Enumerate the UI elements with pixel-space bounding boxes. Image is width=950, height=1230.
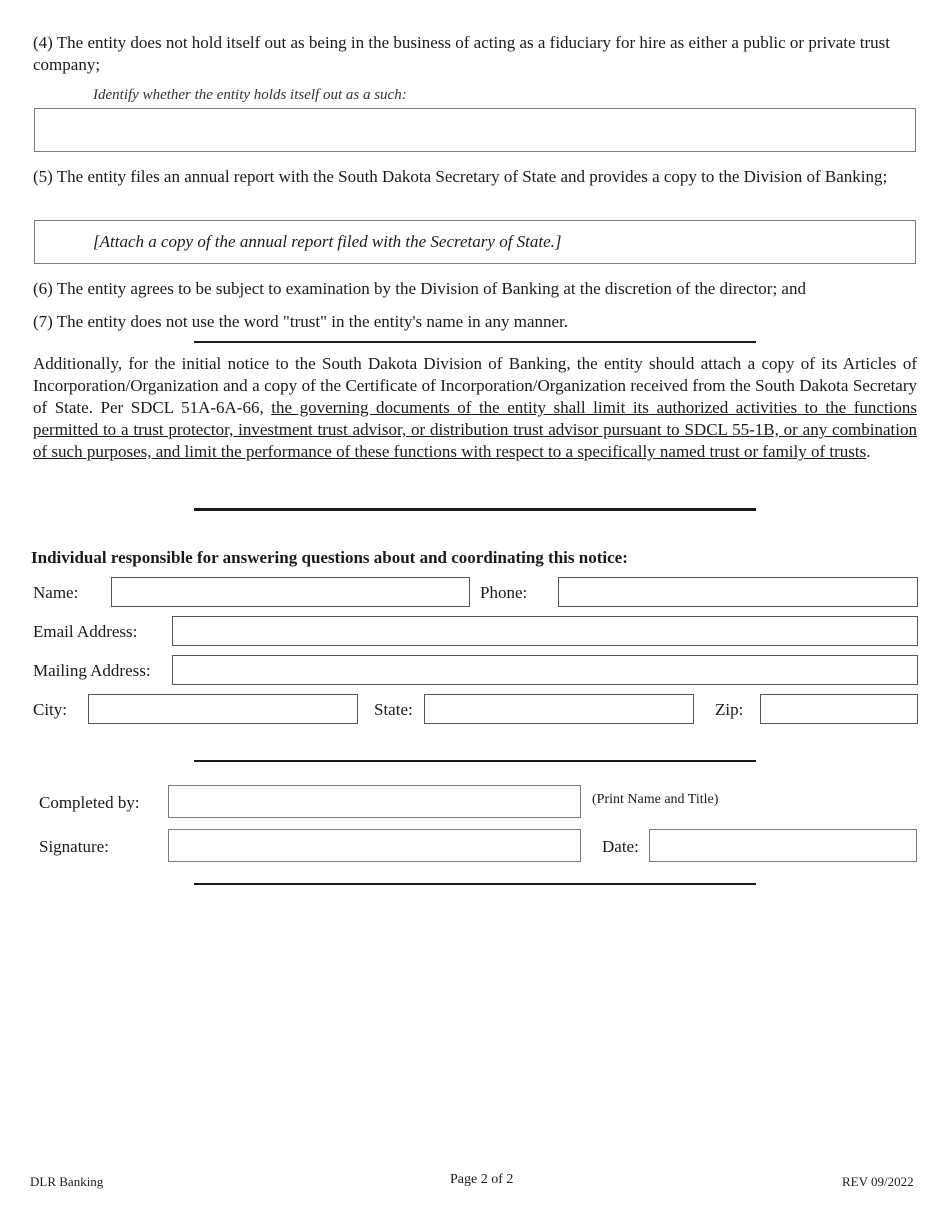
- completed-by-label: Completed by:: [39, 793, 140, 812]
- zip-field-box[interactable]: [760, 694, 918, 724]
- section-divider-2: [194, 508, 756, 511]
- email-field[interactable]: [173, 617, 917, 645]
- footer-revision: REV 09/2022: [842, 1174, 914, 1189]
- criterion-4-input-box[interactable]: [34, 108, 916, 152]
- city-label: City:: [33, 700, 68, 719]
- phone-field-box[interactable]: [558, 577, 918, 607]
- name-field[interactable]: [112, 578, 469, 606]
- criterion-6-text: (6) The entity agrees to be subject to examination by the Division of Banking at the discretion of the director; and: [33, 279, 806, 298]
- name-field-box[interactable]: [111, 577, 470, 607]
- additional-intro-text: Additionally, for the initial notice to the South Dakota Division of Banking, the entity should attach a copy of its Articles of Incorporation/Organization and a copy of the Certificate of Incorporation/Organization received from the South Dakota Secretary of State. Per SDCL 51A-6A-66,: [33, 354, 917, 417]
- signature-label: Signature:: [39, 837, 109, 856]
- city-field-box[interactable]: [88, 694, 358, 724]
- mailing-address-field-box[interactable]: [172, 655, 918, 685]
- annual-report-attachment-box: [34, 220, 916, 264]
- criterion-4-hint: Identify whether the entity holds itself out as a such:: [93, 87, 407, 103]
- footer-department: DLR Banking: [30, 1174, 104, 1189]
- section-divider-1: [194, 341, 756, 343]
- additional-requirements-paragraph: [33, 353, 917, 463]
- footer-page-number: Page 2 of 2: [450, 1172, 514, 1187]
- signature-field[interactable]: [169, 830, 580, 861]
- annual-report-attach-note: [Attach a copy of the annual report filed with the Secretary of State.]: [93, 232, 562, 251]
- contact-section-heading: Individual responsible for answering questions about and coordinating this notice:: [31, 548, 628, 567]
- mailing-address-label: Mailing Address:: [33, 661, 151, 680]
- mailing-address-field[interactable]: [173, 656, 917, 684]
- additional-end-text: .: [866, 442, 871, 461]
- city-field[interactable]: [89, 695, 357, 723]
- completed-by-field-box[interactable]: [168, 785, 581, 818]
- governing-documents-requirement: the governing documents of the entity shall limit its authorized activities to the functions permitted to a trust protector, investment trust advisor, or distribution trust advisor pursuant to SDCL 55-1B, or any combination of such purposes, and limit the performance of these functions with respect to a specifically named trust or family of trusts: [33, 398, 918, 461]
- date-field[interactable]: [650, 830, 916, 861]
- zip-field[interactable]: [761, 695, 917, 723]
- email-field-box[interactable]: [172, 616, 918, 646]
- completed-by-field[interactable]: [169, 786, 580, 817]
- state-field-box[interactable]: [424, 694, 694, 724]
- state-field[interactable]: [425, 695, 693, 723]
- section-divider-4: [194, 883, 756, 885]
- criterion-4-text: (4) The entity does not hold itself out as being in the business of acting as a fiduciary for hire as either a public or private trust company;: [33, 33, 891, 74]
- criterion-4-input[interactable]: [35, 109, 915, 151]
- zip-label: Zip:: [715, 700, 744, 719]
- print-name-title-hint: (Print Name and Title): [592, 792, 719, 807]
- criterion-7-text: (7) The entity does not use the word "trust" in the entity's name in any manner.: [33, 312, 569, 331]
- name-label: Name:: [33, 583, 79, 602]
- section-divider-3: [194, 760, 756, 762]
- phone-field[interactable]: [559, 578, 917, 606]
- signature-field-box[interactable]: [168, 829, 581, 862]
- date-label: Date:: [602, 837, 639, 856]
- email-label: Email Address:: [33, 622, 138, 641]
- criterion-5-text: (5) The entity files an annual report with the South Dakota Secretary of State and provides a copy to the Division of Banking;: [33, 167, 888, 186]
- phone-label: Phone:: [480, 583, 528, 602]
- date-field-box[interactable]: [649, 829, 917, 862]
- state-label: State:: [374, 700, 413, 719]
